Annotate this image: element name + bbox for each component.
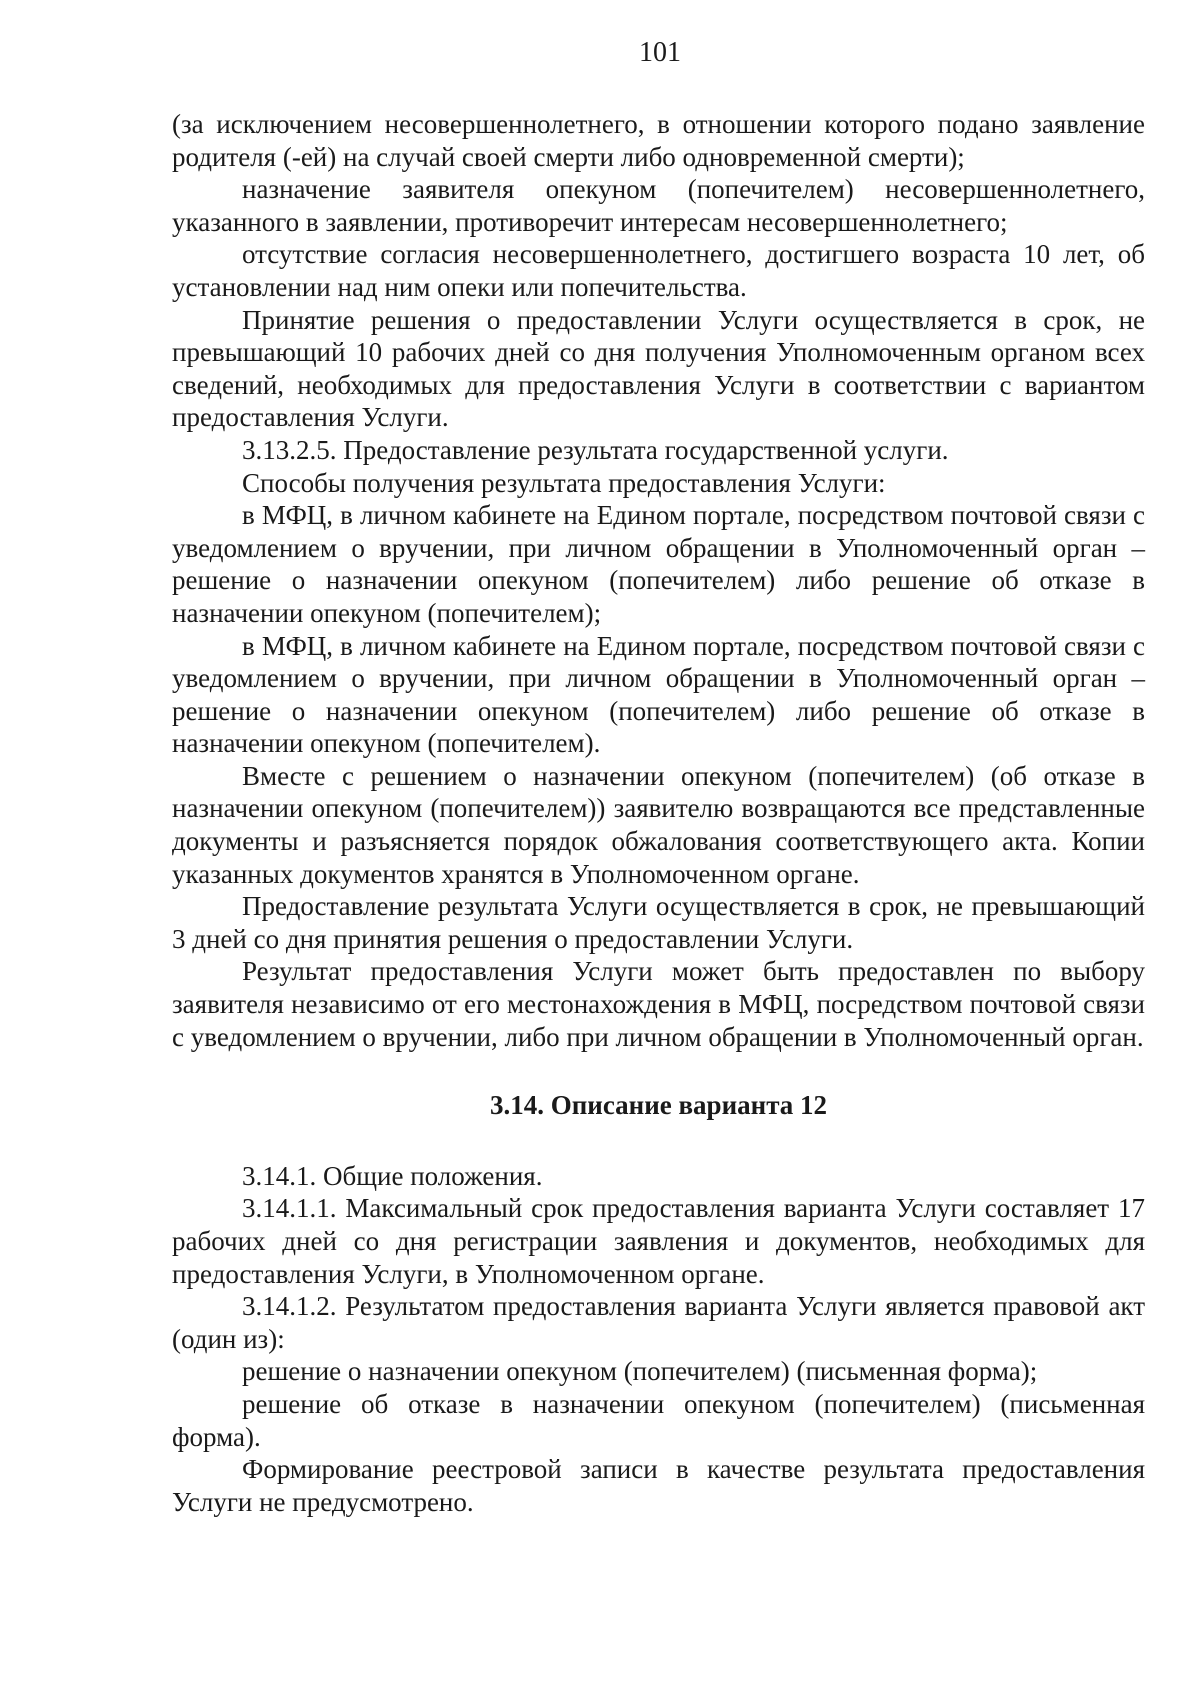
paragraph: в МФЦ, в личном кабинете на Едином портале, посредством почтовой связи с уведомлением о вручении, при личном обращении в Уполномоченный орган – решение о назначении опекуном (попечителем) либо решение об отказе в назначении опекуном (попечителем). (172, 630, 1145, 759)
paragraph: 3.14.1. Общие положения. (242, 1160, 543, 1191)
document-body (172, 108, 1145, 1518)
paragraph: назначение заявителя опекуном (попечителем) несовершеннолетнего, указанного в заявлении, противоречит интересам несовершеннолетнего; (172, 174, 1145, 237)
paragraph: в МФЦ, в личном кабинете на Едином портале, посредством почтовой связи с уведомлением о вручении, при личном обращении в Уполномоченный орган – решение о назначении опекуном (попечителем) либо решение об отказе в назначении опекуном (попечителем); (172, 500, 1145, 628)
paragraph: (за исключением несовершеннолетнего, в отношении которого подано заявление родителя (-ей) на случай своей смерти либо одновременной смерти); (172, 109, 1145, 172)
paragraph: отсутствие согласия несовершеннолетнего, достигшего возраста 10 лет, об установлении над ним опеки или попечительства. (172, 239, 1145, 302)
paragraphs-after-heading (172, 1160, 1145, 1519)
paragraph: Формирование реестровой записи в качестве результата предоставления Услуги не предусмотрено. (172, 1454, 1145, 1517)
paragraph: Принятие решения о предоставлении Услуги осуществляется в срок, не превышающий 10 рабочих дней со дня получения Уполномоченным органом всех сведений, необходимых для предоставления Услуги в соответствии с вариантом предоставления Услуги. (172, 304, 1145, 433)
paragraph: 3.14.1.1. Максимальный срок предоставления варианта Услуги составляет 17 рабочих дней со дня регистрации заявления и документов, необходимых для предоставления Услуги, в Уполномоченном органе. (172, 1193, 1145, 1289)
paragraph: Вместе с решением о назначении опекуном (попечителем) (об отказе в назначении опекуном (попечителем)) заявителю возвращаются все представленные документы и разъясняется порядок обжалования соответствующего акта. Копии указанных документов хранятся в Уполномоченном органе. (172, 760, 1145, 889)
paragraph: Предоставление результата Услуги осуществляется в срок, не превышающий 3 дней со дня принятия решения о предоставлении Услуги. (172, 891, 1145, 954)
paragraph: решение об отказе в назначении опекуном (попечителем) (письменная форма). (172, 1388, 1145, 1452)
paragraphs-before-heading (172, 108, 1145, 1053)
section-heading: 3.14. Описание варианта 12 (489, 1090, 828, 1121)
paragraph: Результат предоставления Услуги может быть предоставлен по выбору заявителя независимо от его местонахождения в МФЦ, посредством почтовой связи с уведомлением о вручении, либо при личном обращении в Уполномоченный орган. (172, 956, 1145, 1052)
paragraph: 3.13.2.5. Предоставление результата государственной услуги. (242, 434, 949, 465)
page-number: 101 (639, 37, 681, 68)
paragraph: решение о назначении опекуном (попечителем) (письменная форма); (242, 1356, 1038, 1387)
paragraph: Способы получения результата предоставления Услуги: (242, 467, 886, 498)
paragraph: 3.14.1.2. Результатом предоставления варианта Услуги является правовой акт (один из): (172, 1291, 1145, 1354)
